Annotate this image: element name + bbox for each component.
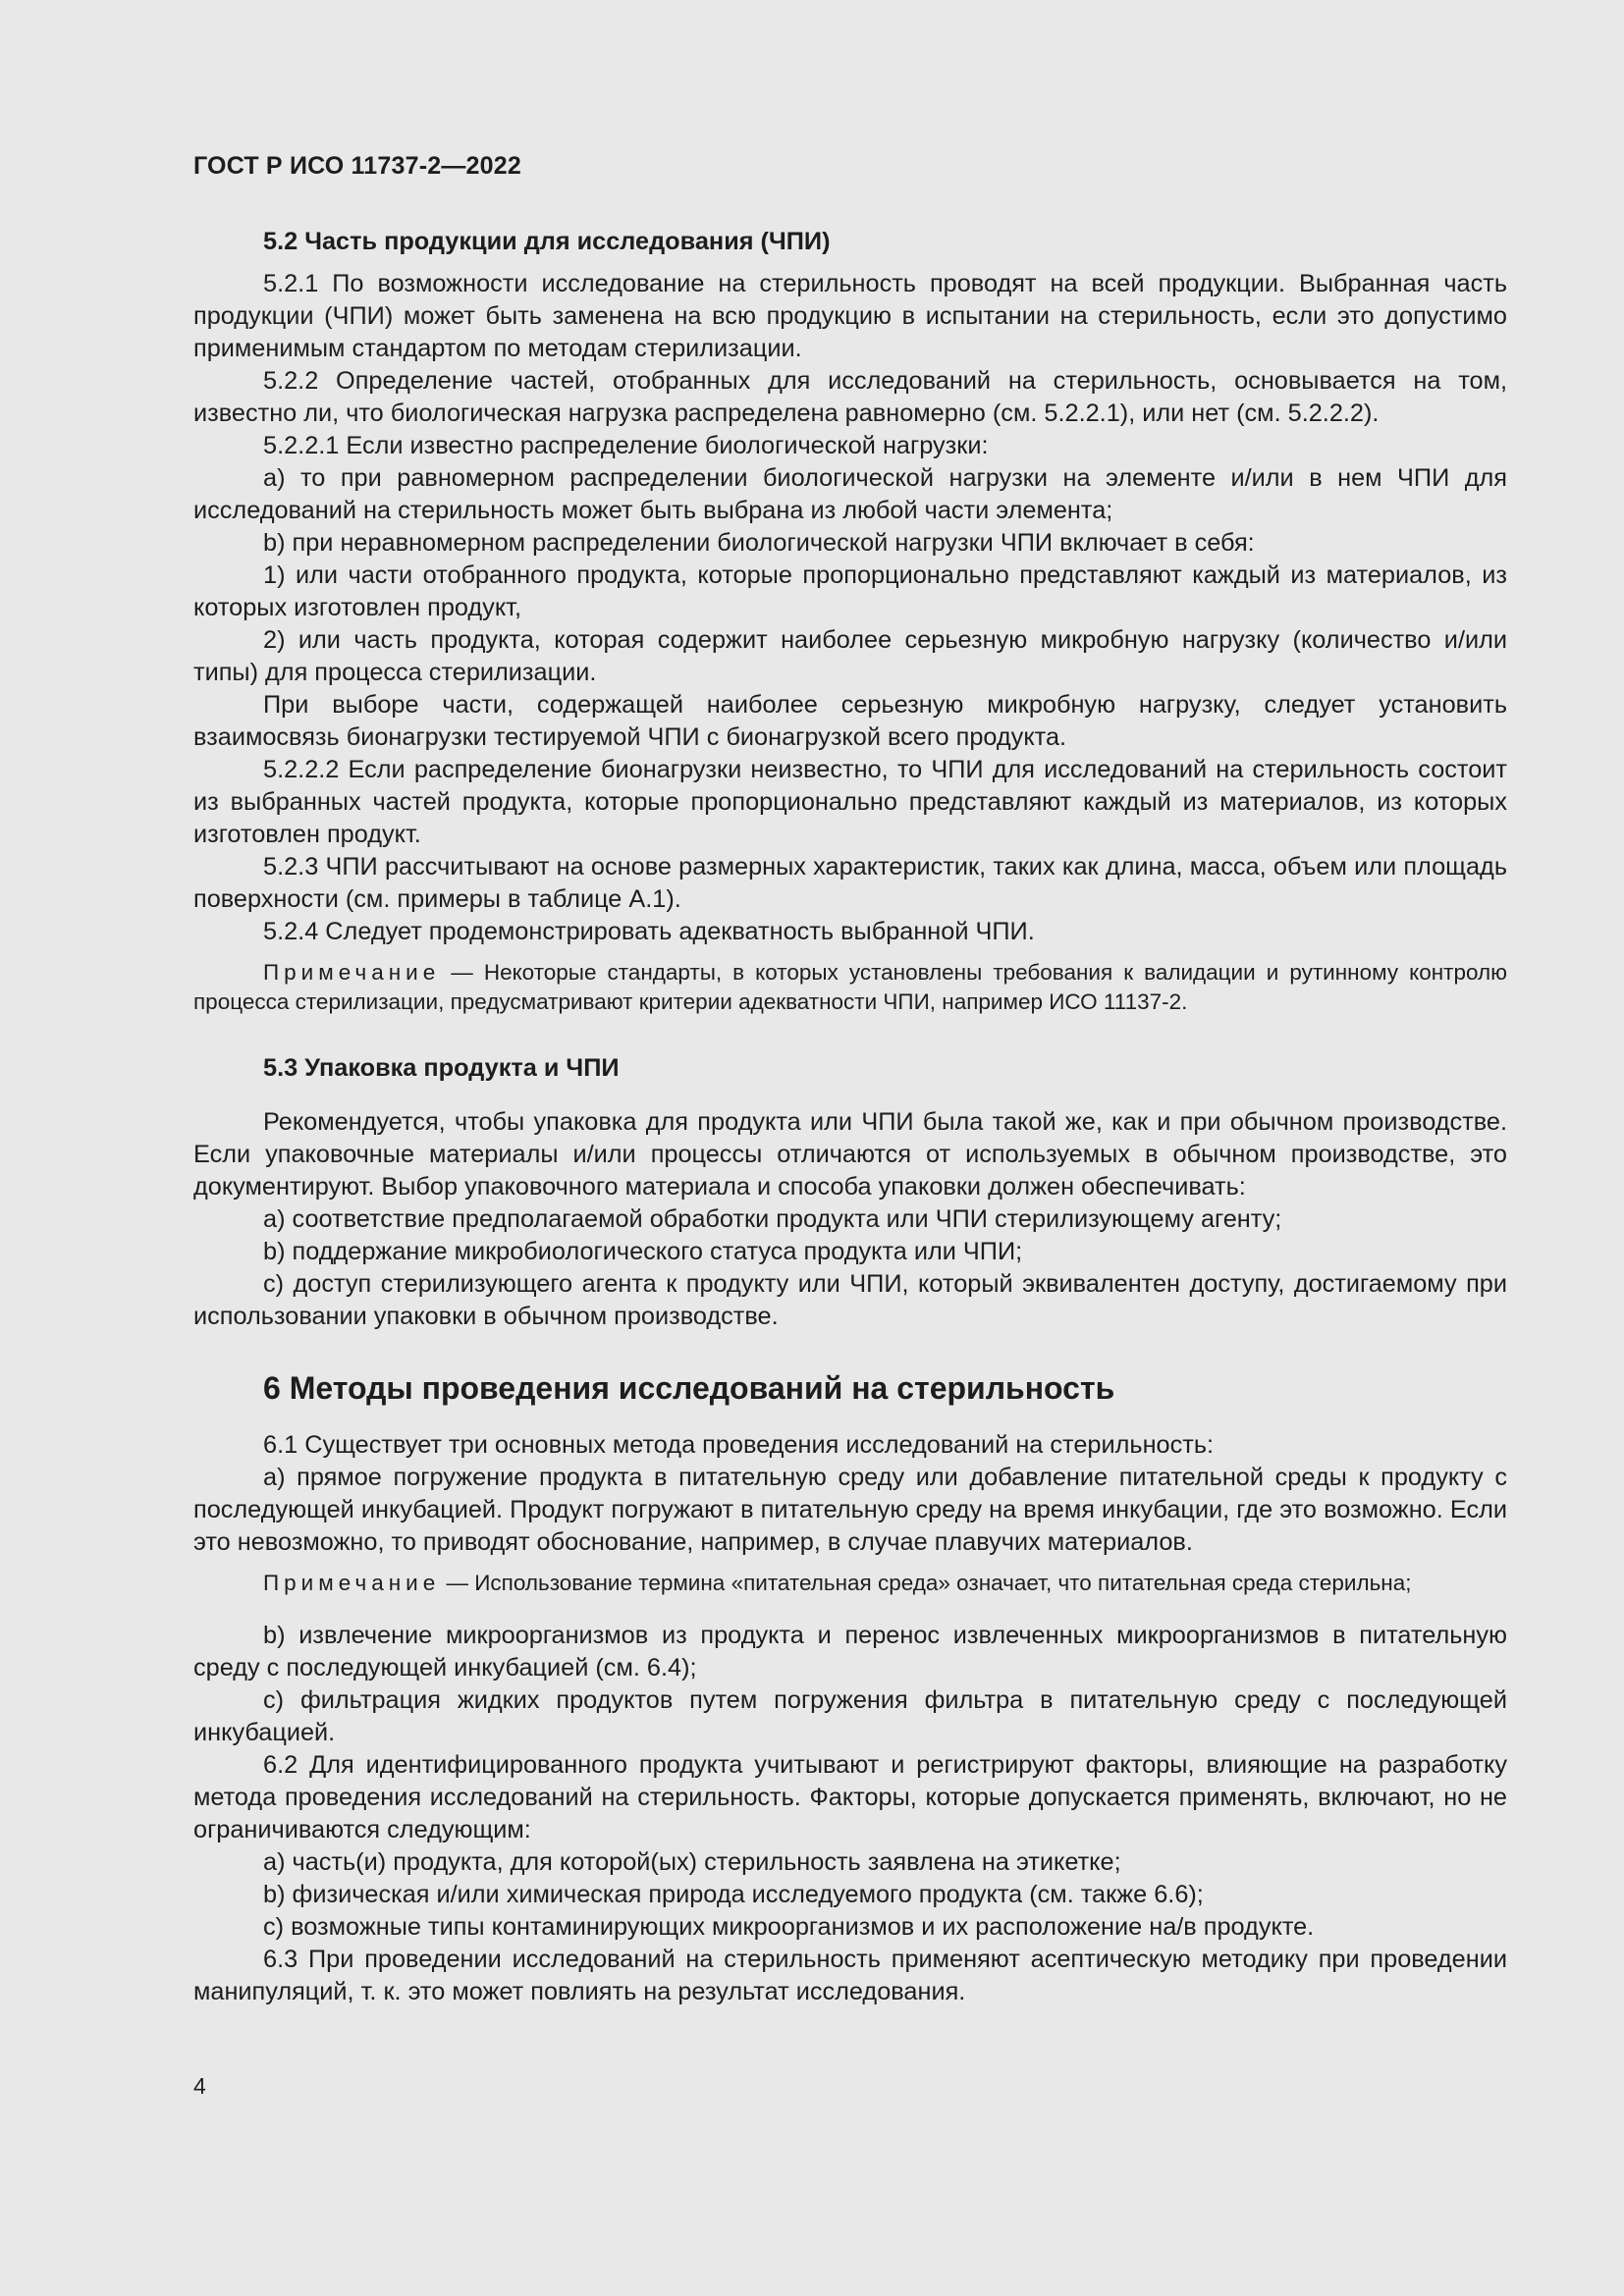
list-item: a) прямое погружение продукта в питательную среду или добавление питательной среды к продукту с последующей инкубацией. Продукт погружают в питательную среду на время инкубации, где это возможно. Если это невозможно, то приводят обоснование, например, в случае плавучих материалов.: [193, 1464, 1507, 1556]
paragraph: 6.3 При проведении исследований на стерильность применяют асептическую методику при проведении манипуляций, т. к. это может повлиять на результат исследования.: [193, 1946, 1507, 2005]
document-code-header: ГОСТ Р ИСО 11737-2—2022: [193, 152, 521, 180]
list-item: b) извлечение микроорганизмов из продукта и перенос извлеченных микроорганизмов в питательную среду с последующей инкубацией (см. 6.4);: [193, 1622, 1507, 1682]
section-5-3-title: 5.3 Упаковка продукта и ЧПИ: [263, 1054, 620, 1082]
note-label: Примечание: [263, 960, 441, 985]
paragraph: 5.2.4 Следует продемонстрировать адекватность выбранной ЧПИ.: [263, 918, 1035, 945]
list-item: a) часть(и) продукта, для которой(ых) стерильность заявлена на этикетке;: [263, 1848, 1121, 1876]
list-item: a) соответствие предполагаемой обработки продукта или ЧПИ стерилизующему агенту;: [263, 1205, 1282, 1233]
paragraph: Рекомендуется, чтобы упаковка для продукта или ЧПИ была такой же, как и при обычном производстве. Если упаковочные материалы и/или процессы отличаются от используемых в обычном производстве, это документируют. Выбор упаковочного материала и способа упаковки должен обеспечивать:: [193, 1108, 1507, 1201]
list-item: 2) или часть продукта, которая содержит наиболее серьезную микробную нагрузку (количество и/или типы) для процесса стерилизации.: [193, 626, 1507, 686]
page-number: 4: [193, 2073, 206, 2099]
list-item: b) поддержание микробиологического статуса продукта или ЧПИ;: [263, 1238, 1023, 1265]
list-item: c) возможные типы контаминирующих микроорганизмов и их расположение на/в продукте.: [263, 1913, 1315, 1941]
note-text: — Некоторые стандарты, в которых установлены требования к валидации и рутинному контролю процесса стерилизации, предусматривают критерии адекватности ЧПИ, например ИСО 11137-2.: [193, 960, 1507, 1014]
section-6-title: 6 Методы проведения исследований на стерильность: [263, 1370, 1115, 1406]
paragraph: 5.2.1 По возможности исследование на стерильность проводят на всей продукции. Выбранная часть продукции (ЧПИ) может быть заменена на всю продукцию в испытании на стерильность, если это допустимо применимым стандартом по методам стерилизации.: [193, 270, 1507, 362]
note-1: [193, 958, 1507, 1017]
section-5-2-title: 5.2 Часть продукции для исследования (ЧПИ): [263, 228, 831, 255]
note-text: — Использование термина «питательная среда» означает, что питательная среда стерильна;: [440, 1571, 1412, 1595]
note-label: Примечание: [263, 1571, 441, 1595]
note-2: [193, 1569, 1507, 1598]
paragraph: 6.1 Существует три основных метода проведения исследований на стерильность:: [263, 1431, 1215, 1459]
list-item: b) физическая и/или химическая природа исследуемого продукта (см. также 6.6);: [263, 1881, 1204, 1908]
paragraph: При выборе части, содержащей наиболее серьезную микробную нагрузку, следует установить взаимосвязь бионагрузки тестируемой ЧПИ с бионагрузкой всего продукта.: [193, 691, 1507, 751]
list-item: c) фильтрация жидких продуктов путем погружения фильтра в питательную среду с последующей инкубацией.: [193, 1686, 1507, 1746]
list-item: a) то при равномерном распределении биологической нагрузки на элементе и/или в нем ЧПИ для исследований на стерильность может быть выбрана из любой части элемента;: [193, 464, 1507, 524]
paragraph: 5.2.2 Определение частей, отобранных для исследований на стерильность, основывается на том, известно ли, что биологическая нагрузка распределена равномерно (см. 5.2.2.1), или нет (см. 5.2.2.2).: [193, 367, 1507, 427]
list-item: b) при неравномерном распределении биологической нагрузки ЧПИ включает в себя:: [263, 529, 1255, 557]
list-item: 1) или части отобранного продукта, которые пропорционально представляют каждый из материалов, из которых изготовлен продукт,: [193, 561, 1507, 621]
list-item: c) доступ стерилизующего агента к продукту или ЧПИ, который эквивалентен доступу, достигаемому при использовании упаковки в обычном производстве.: [193, 1270, 1507, 1330]
paragraph: 5.2.2.2 Если распределение бионагрузки неизвестно, то ЧПИ для исследований на стерильность состоит из выбранных частей продукта, которые пропорционально представляют каждый из материалов, из которых изготовлен продукт.: [193, 756, 1507, 848]
paragraph: 5.2.2.1 Если известно распределение биологической нагрузки:: [263, 432, 989, 459]
page-content: [193, 226, 1507, 2008]
paragraph: 5.2.3 ЧПИ рассчитывают на основе размерных характеристик, таких как длина, масса, объем или площадь поверхности (см. примеры в таблице A.1).: [193, 853, 1507, 913]
paragraph: 6.2 Для идентифицированного продукта учитывают и регистрируют факторы, влияющие на разработку метода проведения исследований на стерильность. Факторы, которые допускается применять, включают, но не ограничиваются следующим:: [193, 1751, 1507, 1843]
